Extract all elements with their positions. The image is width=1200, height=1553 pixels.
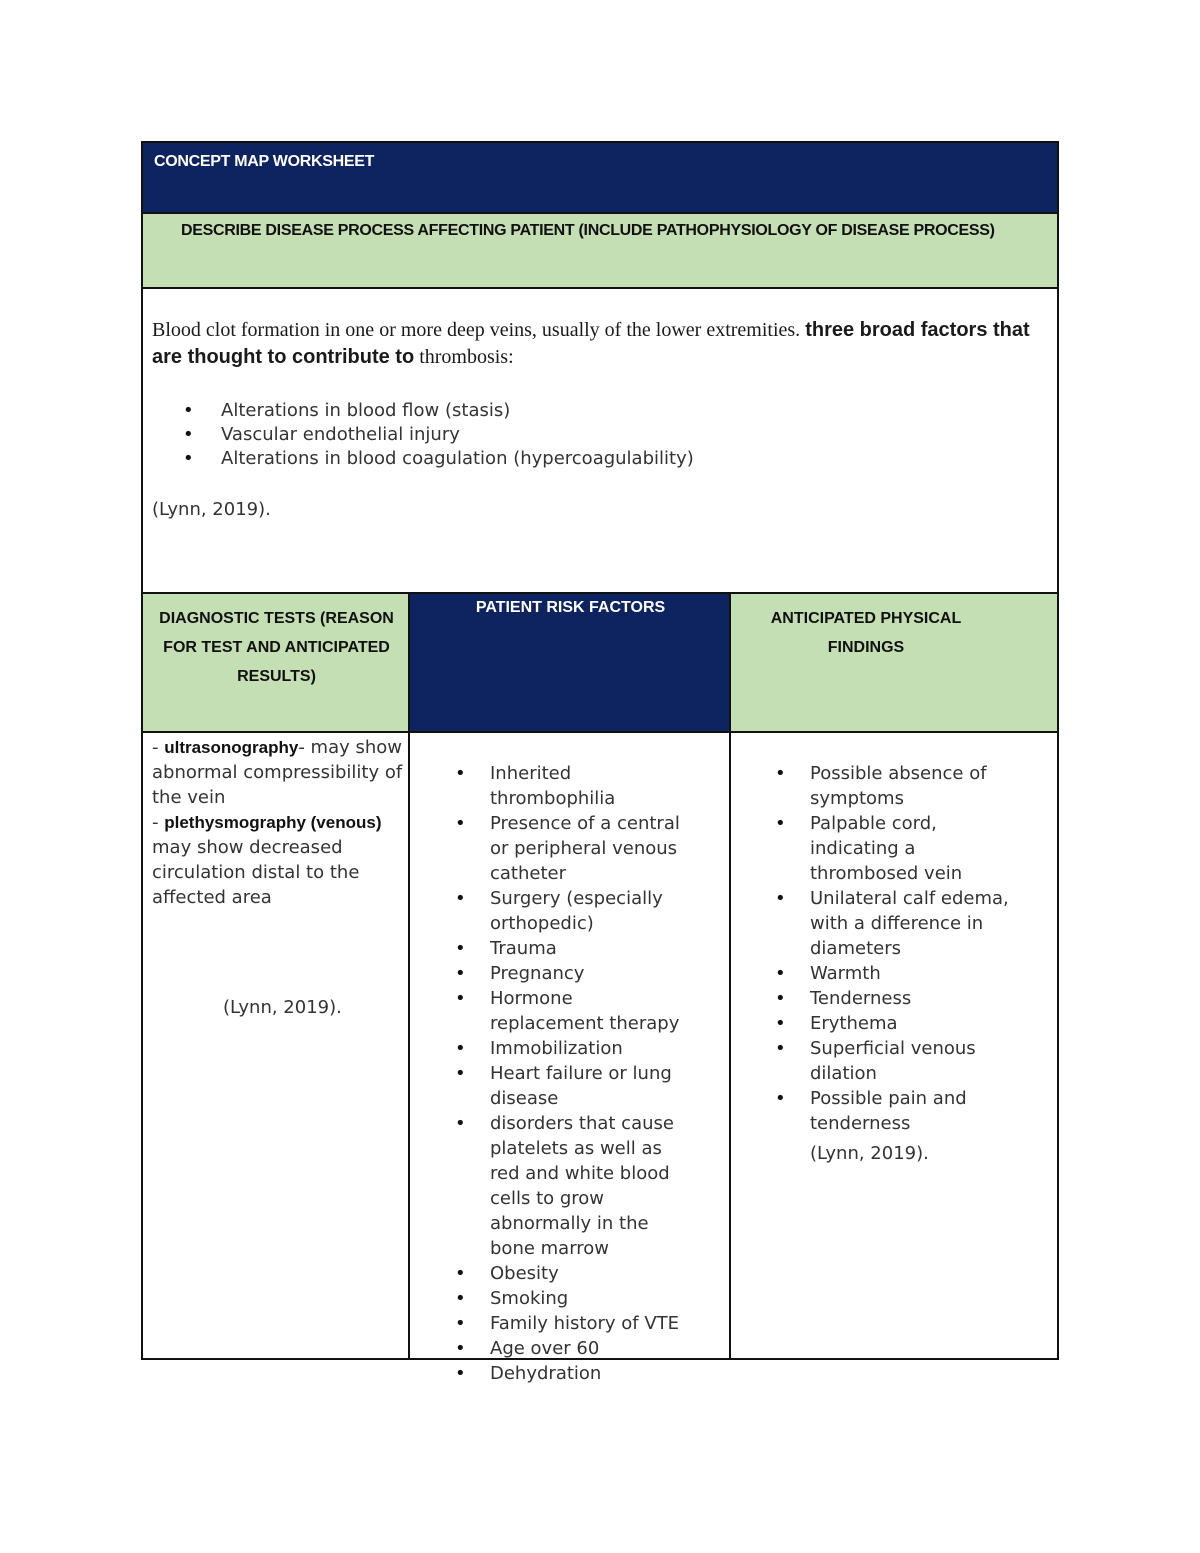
findings-heading: ANTICIPATED PHYSICAL FINDINGS: [770, 610, 962, 656]
worksheet-title: CONCEPT MAP WORKSHEET: [154, 153, 375, 170]
list-item: • Tenderness: [775, 986, 1015, 1011]
risk-cell: [410, 733, 731, 1384]
intro-text-1: Blood clot formation in one or more deep veins, usually of the lower extremities.: [152, 319, 806, 341]
findings-heading-cell: [731, 594, 1057, 733]
list-item: • Alterations in blood coagulation (hypercoagulability): [183, 447, 694, 471]
diagnostic-cell: [143, 733, 410, 1358]
list-item: • Trauma: [455, 936, 685, 961]
diagnostic-citation: (Lynn, 2019).: [223, 997, 342, 1018]
list-item: • Heart failure or lung disease: [455, 1061, 685, 1111]
test1-prefix: -: [152, 737, 165, 758]
list-item: • Pregnancy: [455, 961, 685, 986]
findings-list: [775, 761, 1015, 1136]
intro-paragraph: [152, 317, 1047, 371]
list-item: • Possible absence of symptoms: [775, 761, 1015, 811]
list-item: • Age over 60: [455, 1336, 685, 1361]
test1-name: ultrasonography: [164, 738, 299, 757]
diagnostic-heading-cell: [143, 594, 410, 733]
describe-heading-bar: [143, 214, 1057, 289]
list-item: • Hormone replacement therapy: [455, 986, 685, 1036]
list-item: • Vascular endothelial injury: [183, 423, 694, 447]
risk-heading: PATIENT RISK FACTORS: [475, 599, 666, 616]
findings-citation: (Lynn, 2019).: [810, 1143, 929, 1164]
concept-map-worksheet: [141, 141, 1059, 1384]
list-item: • Superficial venous dilation: [775, 1036, 1015, 1086]
test2-prefix: -: [152, 812, 165, 833]
factor-list: [183, 399, 694, 471]
test2-name: plethysmography (venous): [164, 813, 382, 832]
test1-desc: - may show abnormal compressibility of the vein: [152, 737, 403, 808]
list-item: • Palpable cord, indicating a thrombosed vein: [775, 811, 1015, 886]
list-item: • Immobilization: [455, 1036, 685, 1061]
list-item: • Warmth: [775, 961, 1015, 986]
list-item: • Presence of a central or peripheral venous catheter: [455, 811, 685, 886]
test2-desc: may show decreased circulation distal to the affected area: [152, 837, 360, 908]
list-item: • Inherited thrombophilia: [455, 761, 685, 811]
list-item: • Dehydration: [455, 1361, 685, 1386]
list-item: • Possible pain and tenderness: [775, 1086, 1015, 1136]
risk-list: [455, 761, 685, 1386]
list-item: • Obesity: [455, 1261, 685, 1286]
list-item: • Family history of VTE: [455, 1311, 685, 1336]
list-item: • Surgery (especially orthopedic): [455, 886, 685, 936]
risk-heading-cell: [410, 594, 731, 733]
intro-text-bold: three broad factors that are thought to contribute to: [152, 319, 1030, 368]
list-item: • Unilateral calf edema, with a difference in diameters: [775, 886, 1015, 961]
findings-cell: [731, 733, 1057, 1358]
intro-citation: (Lynn, 2019).: [152, 499, 271, 520]
title-bar: [143, 143, 1057, 214]
disease-description: [143, 289, 1057, 594]
list-item: • Smoking: [455, 1286, 685, 1311]
diagnostic-text: [152, 735, 404, 910]
intro-text-2: thrombosis:: [414, 346, 514, 368]
list-item: • disorders that cause platelets as well as red and white blood cells to grow abnormally in the bone marrow: [455, 1111, 685, 1261]
diagnostic-heading: DIAGNOSTIC TESTS (REASON FOR TEST AND ANTICIPATED RESULTS): [159, 610, 394, 685]
list-item: • Alterations in blood flow (stasis): [183, 399, 694, 423]
list-item: • Erythema: [775, 1011, 1015, 1036]
describe-heading: DESCRIBE DISEASE PROCESS AFFECTING PATIENT (INCLUDE PATHOPHYSIOLOGY OF DISEASE PROCESS): [181, 222, 995, 239]
